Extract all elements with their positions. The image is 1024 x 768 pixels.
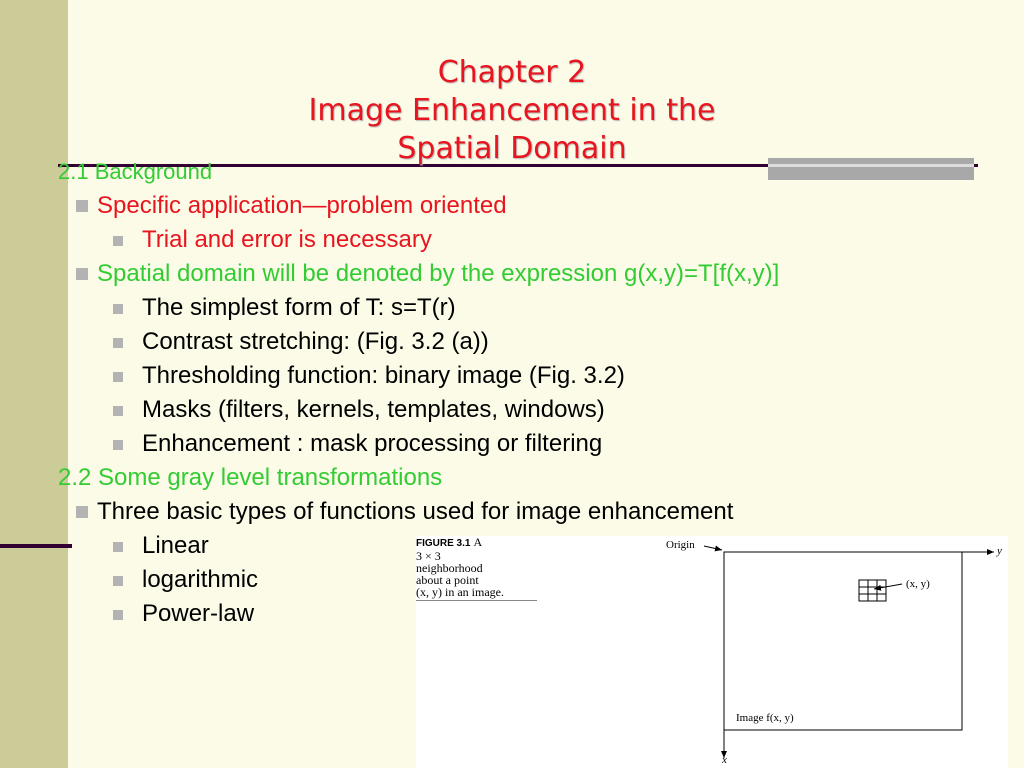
sub-bullet-masks: Masks (filters, kernels, templates, windows) — [142, 396, 605, 423]
sub-bullet-contrast-stretching: Contrast stretching: (Fig. 3.2 (a)) — [142, 328, 489, 355]
square-bullet-icon — [113, 610, 123, 620]
caption-line-2: 3 × 3 — [416, 549, 441, 563]
slide-title — [200, 54, 824, 168]
left-divider-line — [0, 544, 72, 548]
section-heading-gray-level: 2.2 Some gray level transformations — [58, 464, 443, 491]
bullet-spatial-domain: Spatial domain will be denoted by the expression g(x,y)=T[f(x,y)] — [97, 260, 780, 287]
left-decorative-band — [0, 0, 68, 768]
title-line-3: Spatial Domain — [397, 131, 627, 166]
neighborhood-diagram — [416, 536, 1008, 768]
square-bullet-icon — [113, 576, 123, 586]
image-label: Image f(x, y) — [736, 712, 794, 724]
square-bullet-icon — [113, 304, 123, 314]
sub-bullet-simplest-form: The simplest form of T: s=T(r) — [142, 294, 456, 321]
caption-line-3: neighborhood — [416, 561, 483, 575]
square-bullet-icon — [113, 542, 123, 552]
caption-line-4: about a point — [416, 573, 479, 587]
square-bullet-icon — [76, 268, 88, 280]
origin-label: Origin — [666, 539, 695, 551]
square-bullet-icon — [113, 236, 123, 246]
sub-bullet-trial-error: Trial and error is necessary — [142, 226, 432, 253]
sub-bullet-logarithmic: logarithmic — [142, 566, 259, 593]
sub-bullet-power-law: Power-law — [142, 600, 255, 627]
caption-line-1: A — [473, 535, 483, 549]
y-axis-label: y — [997, 545, 1002, 557]
point-label: (x, y) — [906, 578, 930, 590]
square-bullet-icon — [113, 372, 123, 382]
title-line-1: Chapter 2 — [437, 55, 587, 90]
figure-3-1 — [416, 536, 1008, 768]
bullet-specific-application: Specific application—problem oriented — [97, 192, 507, 219]
section-heading-background: 2.1 Background — [58, 159, 213, 184]
title-line-2: Image Enhancement in the — [308, 93, 716, 128]
figure-label: FIGURE 3.1 — [416, 538, 471, 549]
square-bullet-icon — [113, 440, 123, 450]
bullet-three-basic-types: Three basic types of functions used for image enhancement — [97, 498, 734, 525]
sub-bullet-enhancement: Enhancement : mask processing or filtering — [142, 430, 603, 457]
square-bullet-icon — [76, 506, 88, 518]
sub-bullet-thresholding: Thresholding function: binary image (Fig. 3.2) — [142, 362, 625, 389]
square-bullet-icon — [113, 406, 123, 416]
mask-grid — [859, 580, 886, 601]
origin-pointer-arrow — [704, 546, 722, 550]
square-bullet-icon — [113, 338, 123, 348]
caption-line-5: (x, y) in an image. — [416, 585, 504, 599]
x-axis-label: x — [722, 754, 727, 766]
square-bullet-icon — [76, 200, 88, 212]
sub-bullet-linear: Linear — [142, 532, 209, 559]
